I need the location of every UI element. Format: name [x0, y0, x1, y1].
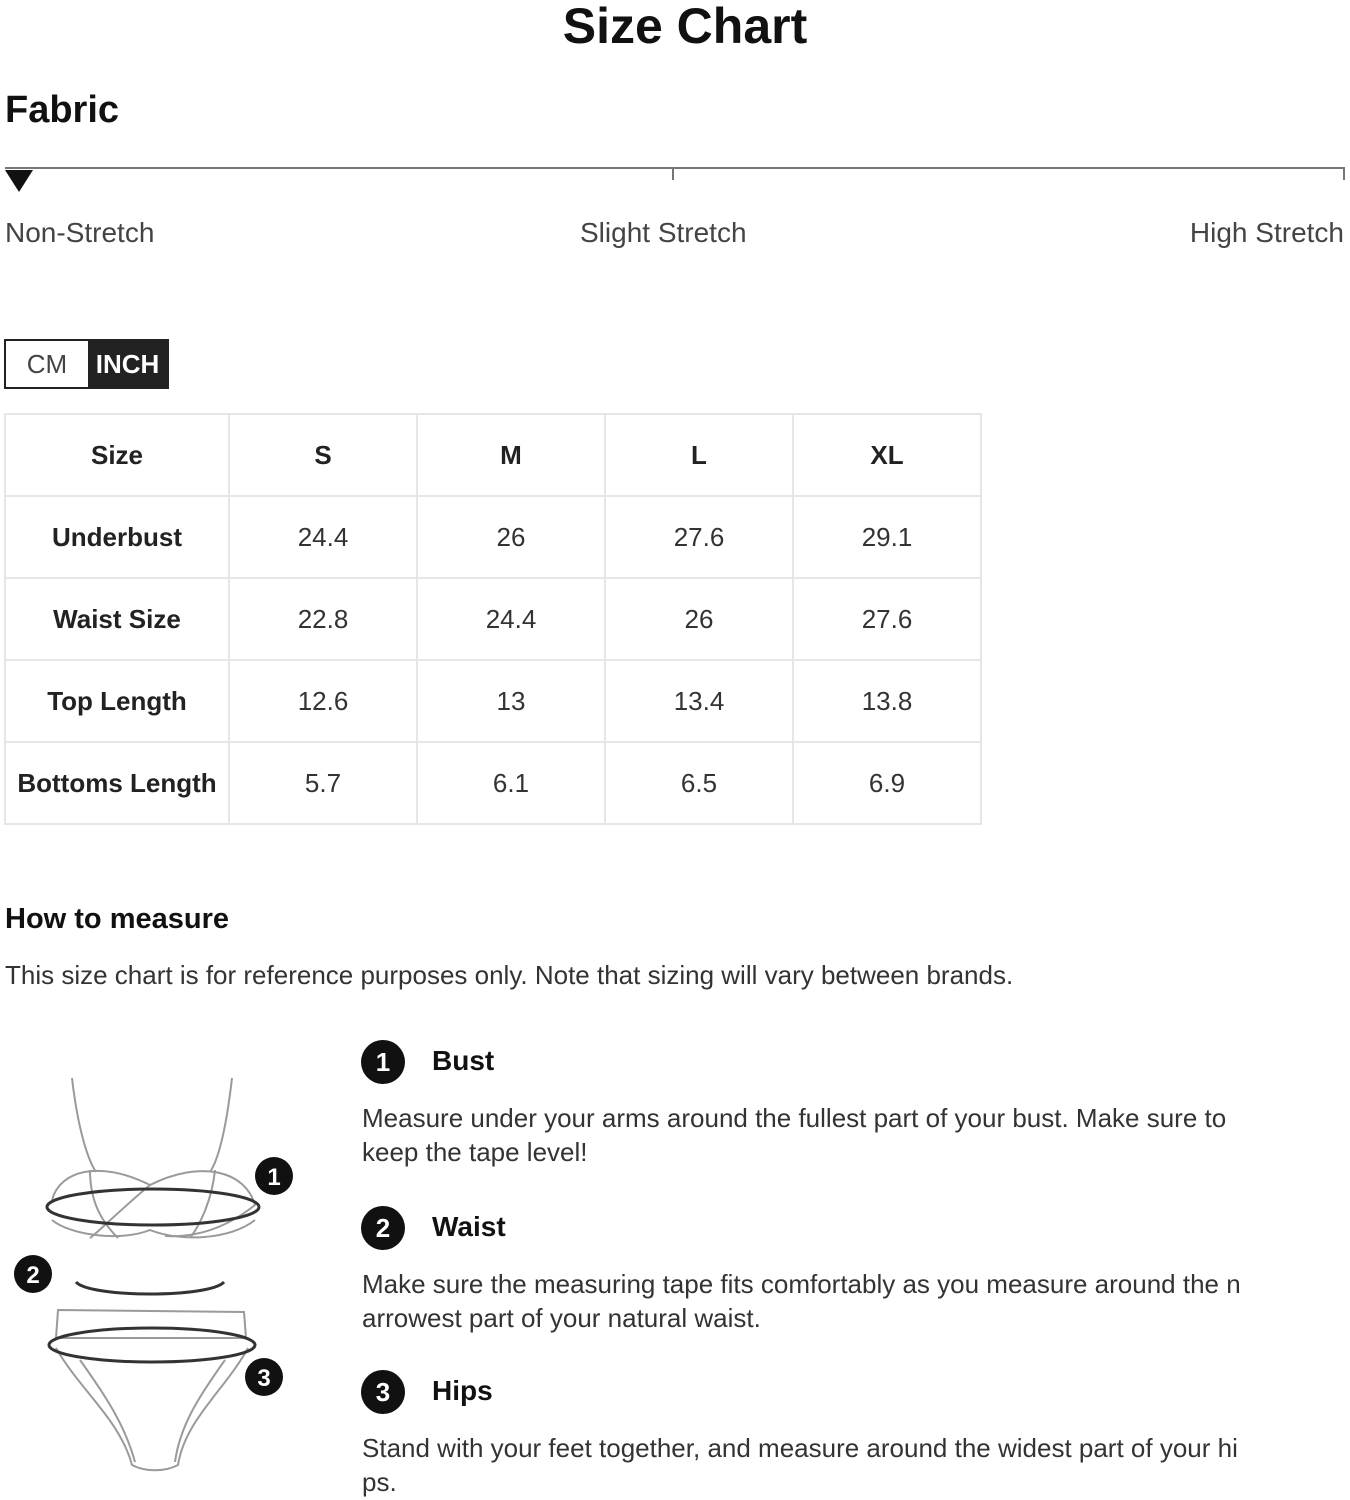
header-cell: XL [793, 414, 981, 496]
how-to-measure-note: This size chart is for reference purposes only. Note that sizing will vary between brands. [5, 960, 1014, 990]
table-cell: 12.6 [229, 660, 417, 742]
table-cell: 29.1 [793, 496, 981, 578]
table-cell: 6.9 [793, 742, 981, 824]
table-cell: 13.4 [605, 660, 793, 742]
stretch-selected-marker-icon [5, 170, 33, 192]
table-cell: 13.8 [793, 660, 981, 742]
unit-cm-button[interactable]: CM [6, 341, 88, 387]
hips-tape-shape [49, 1328, 255, 1362]
left-strap-shape [72, 1078, 96, 1172]
how-to-measure-heading: How to measure [5, 903, 229, 935]
step-3-title: Hips [432, 1375, 493, 1406]
table-cell: 24.4 [417, 578, 605, 660]
figure-marker-2 [14, 1255, 52, 1293]
table-cell: 5.7 [229, 742, 417, 824]
step-2-description: Make sure the measuring tape fits comfortably as you measure around the narrowest part of your natural waist. [362, 1269, 1241, 1333]
stretch-label-slight-stretch: Slight Stretch [580, 217, 747, 248]
table-cell: 6.5 [605, 742, 793, 824]
table-row [5, 496, 981, 578]
stretch-scale-tick-end [1343, 168, 1345, 180]
bust-tape-shape [47, 1189, 259, 1225]
bikini-measurement-illustration [0, 1060, 320, 1500]
stretch-label-high-stretch: High Stretch [1189, 217, 1344, 248]
table-header-row [5, 414, 981, 496]
header-cell: L [605, 414, 793, 496]
step-2-number-badge: 2 [361, 1206, 405, 1250]
size-table [4, 413, 982, 825]
row-label: Bottoms Length [5, 742, 229, 824]
stretch-scale-tick-middle [672, 168, 674, 180]
table-cell: 26 [417, 496, 605, 578]
stretch-scale-line [5, 167, 1345, 169]
table-cell: 26 [605, 578, 793, 660]
row-label: Top Length [5, 660, 229, 742]
table-row [5, 660, 981, 742]
svg-text:3: 3 [257, 1365, 271, 1392]
table-cell: 27.6 [793, 578, 981, 660]
header-cell: S [229, 414, 417, 496]
step-1-description: Measure under your arms around the fullest part of your bust. Make sure to keep the tape level! [362, 1103, 1227, 1167]
waist-tape-shape [76, 1282, 224, 1294]
table-row [5, 742, 981, 824]
page-title: Size Chart [562, 0, 808, 54]
svg-text:2: 2 [26, 1262, 40, 1289]
fabric-heading: Fabric [5, 89, 120, 131]
table-cell: 24.4 [229, 496, 417, 578]
bottoms-waistband-shape [56, 1310, 246, 1338]
table-row [5, 578, 981, 660]
svg-text:1: 1 [267, 1164, 281, 1191]
step-1-number-badge: 1 [361, 1040, 405, 1084]
stretch-label-non-stretch: Non-Stretch [5, 217, 155, 248]
header-cell: M [417, 414, 605, 496]
right-cup-shape [150, 1171, 255, 1236]
header-cell-size: Size [5, 414, 229, 496]
row-label: Underbust [5, 496, 229, 578]
right-strap-shape [210, 1078, 232, 1172]
step-2-title: Waist [432, 1211, 506, 1242]
step-3-number-badge: 3 [361, 1370, 405, 1414]
table-cell: 22.8 [229, 578, 417, 660]
unit-inch-button[interactable]: INCH [88, 341, 167, 387]
figure-marker-3 [245, 1358, 283, 1396]
table-cell: 6.1 [417, 742, 605, 824]
unit-toggle [4, 339, 169, 389]
step-1-title: Bust [432, 1045, 495, 1076]
figure-marker-1 [255, 1157, 293, 1195]
table-cell: 13 [417, 660, 605, 742]
row-label: Waist Size [5, 578, 229, 660]
step-3-description: Stand with your feet together, and measure around the widest part of your hips. [362, 1433, 1238, 1497]
table-cell: 27.6 [605, 496, 793, 578]
